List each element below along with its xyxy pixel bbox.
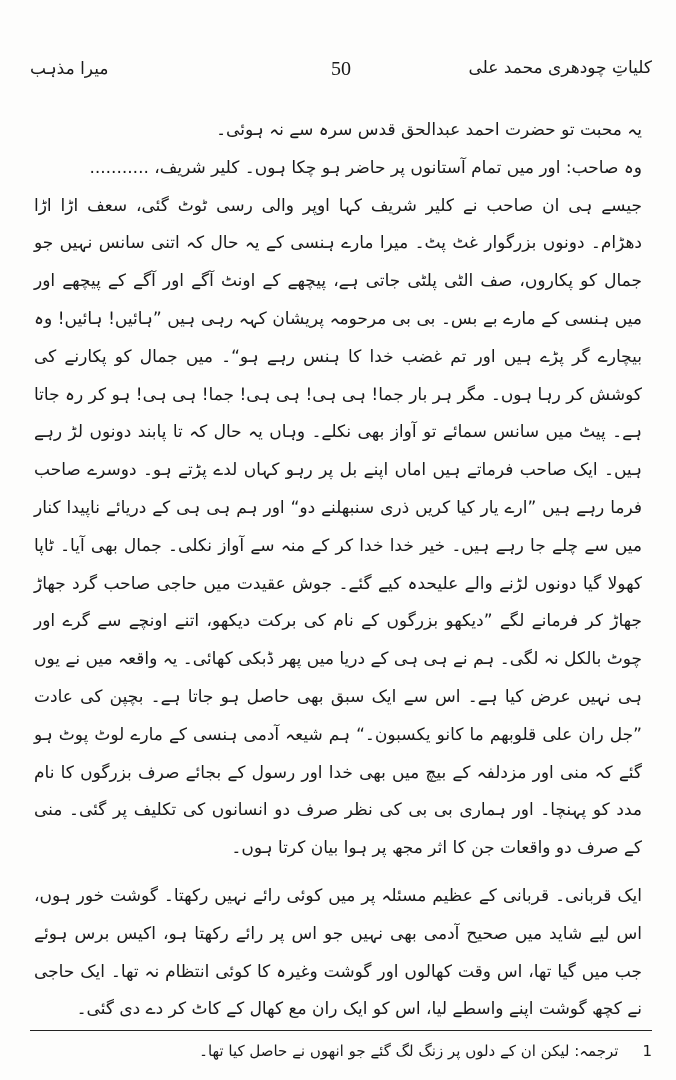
footnote-text: ترجمہ: لیکن ان کے دلوں پر زنگ لگ گئے جو انھوں نے حاصل کیا تھا۔	[199, 1042, 619, 1060]
paragraph: وہ صاحب: اور میں تمام آستانوں پر حاضر ہو چکا ہوں۔ کلیر شریف، ...........	[89, 157, 642, 178]
footnote-marker: 1	[642, 1042, 652, 1060]
page-header	[30, 58, 652, 88]
footnote-divider	[30, 1030, 652, 1031]
book-title: کلیاتِ چودھری محمد علی	[468, 58, 652, 78]
page-body	[34, 112, 642, 1029]
chapter-title: میرا مذہب	[30, 59, 109, 79]
paragraph: ایک قربانی۔ قربانی کے عظیم مسئلہ پر میں کوئی رائے نہیں رکھتا۔ گوشت خور ہوں، اس لیے شاید میں صحیح آدمی بھی نہیں جو اس پر رائے رکھتا ہو، اکیس برس ہوئے جب میں گیا تھا، اس وقت کھالوں اور گوشت وغیرہ کا کوئی انتظام نہ تھا۔ ایک حاجی نے کچھ گوشت اپنے واسطے لیا، اس کو ایک ران مع کھال کے کاٹ کر دے دی گئی۔	[34, 885, 642, 1020]
paragraph: جیسے ہی ان صاحب نے کلیر شریف کہا اوپر والی رسی ٹوٹ گئی، سعف اڑا اڑا دھڑام۔ دونوں بزرگوار غٹ پٹ۔ میرا مارے ہنسی کے یہ حال کہ اتنی سانس نہیں جو جمال کو پکاروں، صف الٹی پلٹی جاتی ہے، پیچھے کے اونٹ آگے اور آگے کے پیچھے اور میں ہنسی کے مارے بے بس۔ بی بی مرحومہ پریشان کہہ رہی ہیں ”ہائیں! ہائیں! وہ بیچارے گر پڑے ہیں اور تم غضب خدا کا ہنس رہے ہو“۔ میں جمال کو پکارنے کی کوشش کر رہا ہوں۔ مگر ہر بار جما! ہی ہی! ہی ہی! جما! ہی ہی! ہو کر رہ جاتا ہے۔ پیٹ میں سانس سمائے تو آواز بھی نکلے۔ وہاں یہ حال کہ تا پابند دونوں لڑ رہے ہیں۔ ایک صاحب فرماتے ہیں اماں اپنے بل پر رہو کہاں لدے پڑتے ہو۔ دوسرے صاحب فرما رہے ہیں ”ارے یار کیا کریں ذری سنبھلنے دو“ اور ہم ہی ہی کے دریائے ناپیدا کنار میں سے چلے جا رہے ہیں۔ خیر خدا خدا کر کے منہ سے آواز نکلی۔ جمال بھی آیا۔ ٹاپا کھولا گیا دونوں لڑنے والے علیحدہ کیے گئے۔ جوش عقیدت میں حاجی صاحب گرد جھاڑ جھاڑ کر فرمانے لگے ”دیکھو بزرگوں کے نام کی برکت دیکھو، اتنے اونچے سے گرے اور چوٹ بالکل نہ لگی۔ ہم نے ہی ہی کے دریا میں پھر ڈبکی کھائی۔ یہ واقعہ میں نے یوں ہی نہیں عرض کیا ہے۔ اس سے ایک سبق بھی حاصل ہو جاتا ہے۔ بچپن کی عادت ”جل ران علی قلوبھم ما کانو یکسبون۔“ ہم شیعہ آدمی ہنسی کے مارے لوٹ پوٹ ہو گئے کہ منی اور مزدلفہ کے بیچ میں بھی خدا اور رسول کے بجائے صرف بزرگوں کا نام مدد کو پہنچا۔ اور ہماری بی بی کی نظر صرف دو انسانوں کی تکلیف پر گئی۔ منی کے صرف دو واقعات جن کا اثر مجھ پر ہوا بیان کرتا ہوں۔	[33, 195, 642, 859]
page-number: 50	[331, 58, 351, 80]
paragraph: یہ محبت تو حضرت احمد عبدالحق قدس سرہ سے نہ ہوئی۔	[216, 120, 642, 140]
footnote	[30, 1040, 652, 1062]
